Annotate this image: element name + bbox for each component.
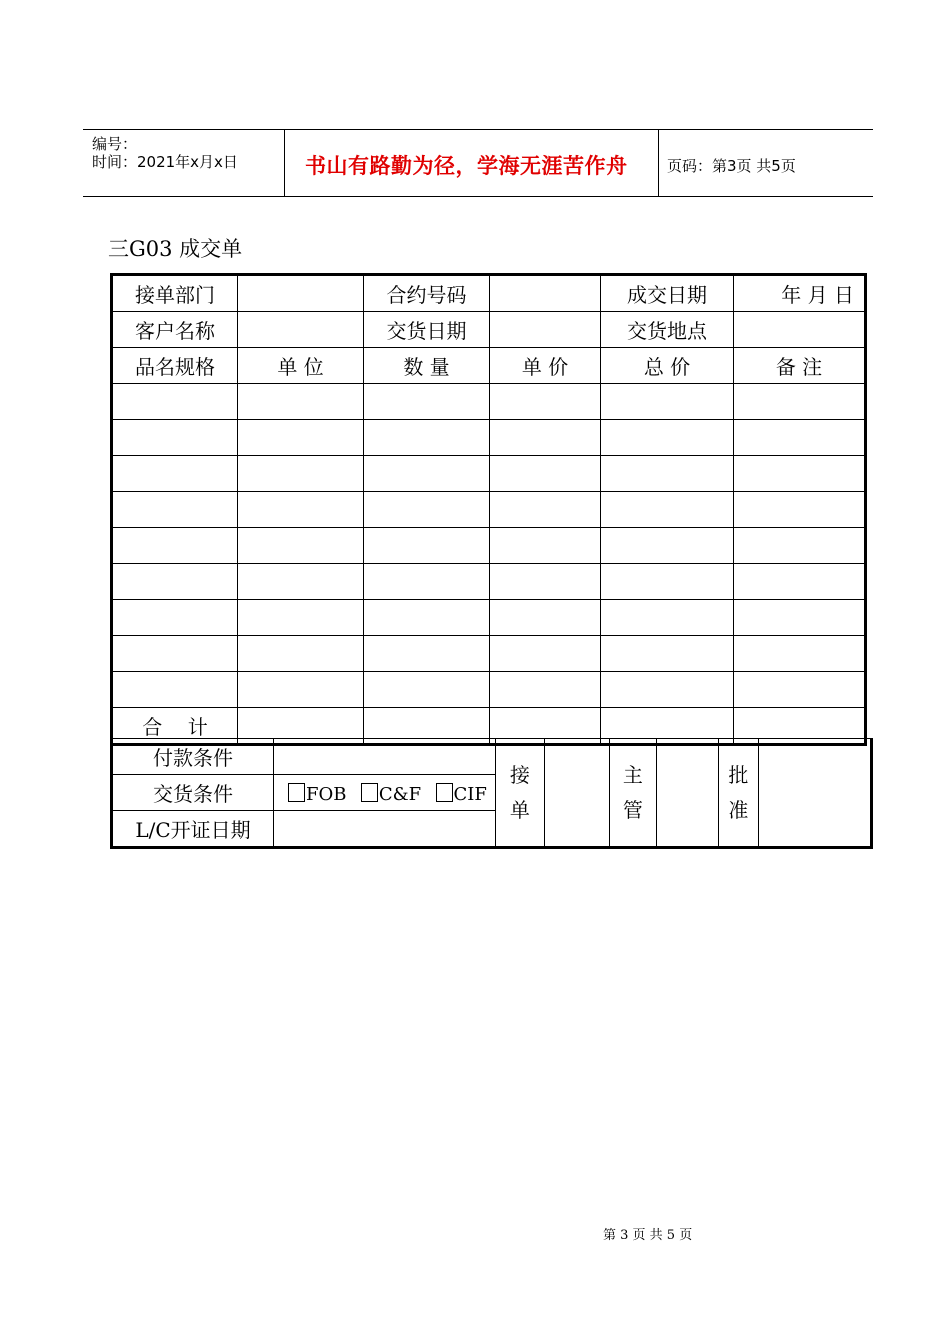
field-dept[interactable] xyxy=(238,275,364,312)
form-row-dept xyxy=(112,275,866,312)
table-row xyxy=(112,600,866,636)
field-contract-number[interactable] xyxy=(490,275,601,312)
cell[interactable] xyxy=(238,384,364,420)
header-bottom-rule xyxy=(83,196,873,197)
cell[interactable] xyxy=(490,420,601,456)
option-cif[interactable] xyxy=(436,783,487,805)
page-indicator: 页码：第3页 共5页 xyxy=(667,157,796,175)
sign-accept-char-2: 单 xyxy=(509,797,530,822)
cell[interactable] xyxy=(364,636,490,672)
cell[interactable] xyxy=(364,672,490,708)
form-row-client xyxy=(112,312,866,348)
cell[interactable] xyxy=(238,492,364,528)
table-row xyxy=(112,672,866,708)
option-fob[interactable] xyxy=(288,783,346,805)
label-deal-date: 成交日期 xyxy=(601,275,734,312)
sign-manager-char-1: 主 xyxy=(622,762,643,787)
option-cif-label: CIF xyxy=(453,783,487,805)
doc-time-label: 时间：2021年x月x日 xyxy=(92,153,238,171)
cell[interactable] xyxy=(112,384,238,420)
checkbox-cif[interactable] xyxy=(436,783,453,802)
deal-form-table xyxy=(110,273,867,746)
table-row xyxy=(112,564,866,600)
cell[interactable] xyxy=(112,600,238,636)
delivery-terms-options xyxy=(274,775,496,811)
doc-number-label: 编号： xyxy=(92,135,138,153)
table-row xyxy=(112,384,866,420)
cell[interactable] xyxy=(490,564,601,600)
checkbox-cf[interactable] xyxy=(361,783,378,802)
cell[interactable] xyxy=(364,564,490,600)
cell[interactable] xyxy=(238,636,364,672)
cell[interactable] xyxy=(734,384,866,420)
cell[interactable] xyxy=(112,492,238,528)
cell[interactable] xyxy=(238,672,364,708)
cell[interactable] xyxy=(238,564,364,600)
cell[interactable] xyxy=(734,456,866,492)
field-delivery-place[interactable] xyxy=(734,312,866,348)
cell[interactable] xyxy=(364,600,490,636)
cell[interactable] xyxy=(601,672,734,708)
cell[interactable] xyxy=(238,456,364,492)
cell[interactable] xyxy=(734,420,866,456)
cell[interactable] xyxy=(490,456,601,492)
cell[interactable] xyxy=(112,420,238,456)
cell[interactable] xyxy=(364,420,490,456)
header-divider-1 xyxy=(284,129,285,197)
table-row xyxy=(112,420,866,456)
page-footer: 第 3 页 共 5 页 xyxy=(603,1228,693,1243)
sign-approve-char-2: 准 xyxy=(728,797,749,822)
sign-accept-field[interactable] xyxy=(544,739,609,848)
field-client-name[interactable] xyxy=(238,312,364,348)
item-rows xyxy=(112,384,866,708)
cell[interactable] xyxy=(238,528,364,564)
cell[interactable] xyxy=(601,492,734,528)
cell[interactable] xyxy=(601,528,734,564)
cell[interactable] xyxy=(364,384,490,420)
field-lc-date[interactable] xyxy=(274,811,496,848)
field-delivery-date[interactable] xyxy=(490,312,601,348)
table-row xyxy=(112,636,866,672)
table-row xyxy=(112,528,866,564)
label-delivery-place: 交货地点 xyxy=(601,312,734,348)
cell[interactable] xyxy=(364,456,490,492)
cell[interactable] xyxy=(601,456,734,492)
cell[interactable] xyxy=(601,420,734,456)
cell[interactable] xyxy=(734,528,866,564)
cell[interactable] xyxy=(601,600,734,636)
label-lc-date: L/C开证日期 xyxy=(112,811,274,848)
label-contract-number: 合约号码 xyxy=(364,275,490,312)
sign-accept-label xyxy=(495,739,544,848)
label-dept: 接单部门 xyxy=(112,275,238,312)
sign-accept-char-1: 接 xyxy=(509,762,530,787)
header-divider-2 xyxy=(658,129,659,197)
cell[interactable] xyxy=(734,636,866,672)
option-cf-label: C&F xyxy=(378,783,422,805)
terms-table xyxy=(110,738,873,849)
cell[interactable] xyxy=(490,636,601,672)
cell[interactable] xyxy=(490,600,601,636)
sign-approve-field[interactable] xyxy=(758,739,871,848)
sign-manager-field[interactable] xyxy=(656,739,718,848)
cell[interactable] xyxy=(112,672,238,708)
cell[interactable] xyxy=(112,456,238,492)
header-top-rule xyxy=(83,129,873,130)
label-delivery-date: 交货日期 xyxy=(364,312,490,348)
cell[interactable] xyxy=(112,528,238,564)
field-payment-terms[interactable] xyxy=(274,739,496,775)
cell[interactable] xyxy=(112,636,238,672)
sign-approve-label xyxy=(718,739,758,848)
cell[interactable] xyxy=(238,600,364,636)
cell[interactable] xyxy=(112,564,238,600)
sign-manager-char-2: 管 xyxy=(622,797,643,822)
sign-manager-label xyxy=(609,739,656,848)
cell[interactable] xyxy=(734,492,866,528)
cell[interactable] xyxy=(364,492,490,528)
cell[interactable] xyxy=(364,528,490,564)
label-client-name: 客户名称 xyxy=(112,312,238,348)
cell[interactable] xyxy=(238,420,364,456)
field-deal-date[interactable]: 年 月 日 xyxy=(734,275,866,312)
col-header-quantity: 数 量 xyxy=(364,348,490,384)
cell[interactable] xyxy=(490,384,601,420)
col-header-total-price: 总 价 xyxy=(601,348,734,384)
option-cf[interactable] xyxy=(361,783,421,805)
col-header-unit-price: 单 价 xyxy=(490,348,601,384)
cell[interactable] xyxy=(601,636,734,672)
col-header-unit: 单 位 xyxy=(238,348,364,384)
label-payment-terms: 付款条件 xyxy=(112,739,274,775)
form-title: 三G03 成交单 xyxy=(108,237,243,261)
col-header-remarks: 备 注 xyxy=(734,348,866,384)
cell[interactable] xyxy=(490,492,601,528)
table-row xyxy=(112,492,866,528)
label-delivery-terms: 交货条件 xyxy=(112,775,274,811)
cell[interactable] xyxy=(490,672,601,708)
cell[interactable] xyxy=(601,384,734,420)
table-row xyxy=(112,456,866,492)
cell[interactable] xyxy=(601,564,734,600)
column-header-row xyxy=(112,348,866,384)
cell[interactable] xyxy=(490,528,601,564)
col-header-spec: 品名规格 xyxy=(112,348,238,384)
label-total: 合 计 xyxy=(112,708,238,745)
cell[interactable] xyxy=(734,600,866,636)
cell[interactable] xyxy=(734,672,866,708)
cell[interactable] xyxy=(734,564,866,600)
checkbox-fob[interactable] xyxy=(288,783,305,802)
sign-approve-char-1: 批 xyxy=(728,762,749,787)
header-motto: 书山有路勤为径，学海无涯苦作舟 xyxy=(305,154,628,178)
option-fob-label: FOB xyxy=(306,783,347,805)
